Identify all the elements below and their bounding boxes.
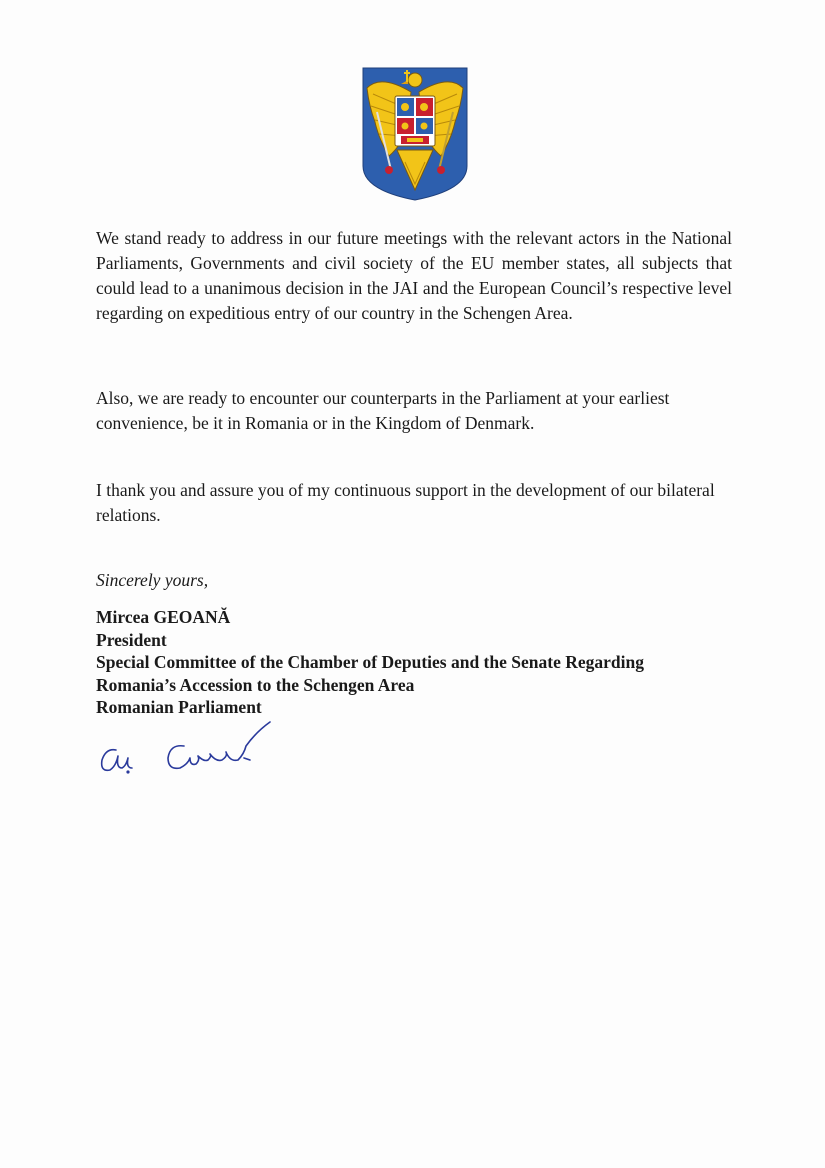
letter-paragraph-1: We stand ready to address in our future meetings with the relevant actors in the National Parliaments, Governments and civil society of the EU member states, all subjects that could lead to a unanimous decision in the JAI and the European Council’s respective level regarding on expeditious entry of our country in the Schengen Area. [96, 228, 732, 323]
committee-name-line-2: Romania’s Accession to the Schengen Area [96, 674, 415, 695]
letter-paragraph-3: I thank you and assure you of my continuous support in the development of our bilateral relations. [96, 480, 715, 525]
institution-name: Romanian Parliament [96, 697, 262, 717]
committee-name-line-1: Special Committee of the Chamber of Deputies and the Senate Regarding [96, 652, 644, 672]
signatory-title: President [96, 629, 167, 650]
signature-block [96, 606, 644, 719]
signatory-name: Mircea GEOANĂ [96, 607, 231, 627]
letter-paragraph-2: Also, we are ready to encounter our counterparts in the Parliament at your earliest convenience, be it in Romania or in the Kingdom of Denmark. [96, 388, 670, 433]
closing-salutation: Sincerely yours, [96, 570, 209, 590]
romanian-coat-of-arms-icon [361, 66, 469, 202]
handwritten-signature [94, 718, 274, 780]
